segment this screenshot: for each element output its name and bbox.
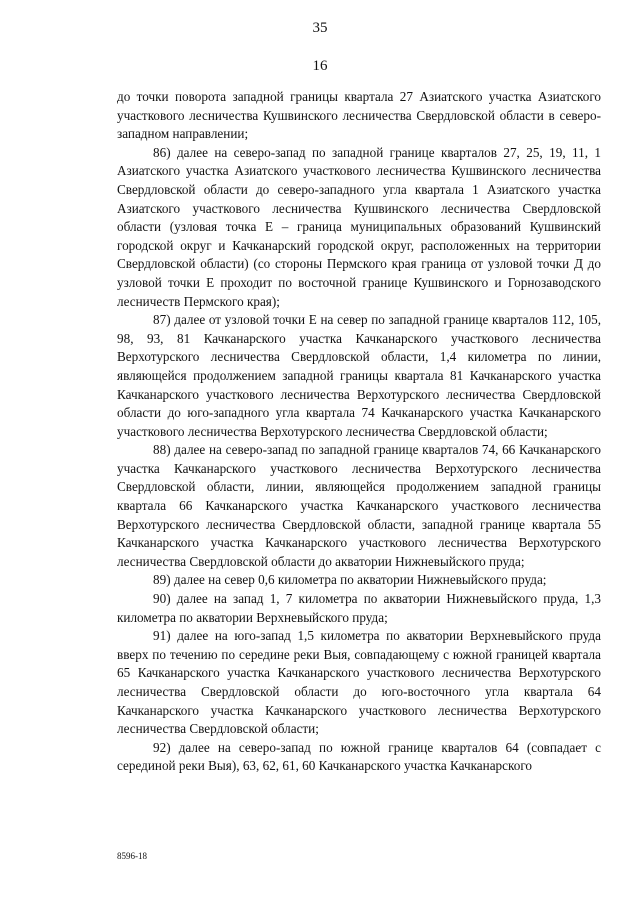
page-number-top: 35: [312, 20, 328, 36]
paragraph-continuation: до точки поворота западной границы квартала 27 Азиатского участка Азиатского участкового лесничества Кушвинского лесничества Свердловской области в северо-западном направлении;: [117, 89, 601, 142]
page-number-inner: 16: [312, 58, 328, 74]
document-body: [117, 88, 601, 776]
paragraph-item-91: 91) далее на юго-запад 1,5 километра по акватории Верхневыйского пруда вверх по течению по середине реки Выя, совпадающему с южной границей квартала 65 Качканарского участка Качканарского участкового лесничества Верхотурского лесничества Свердловской области до юго-восточного угла квартала 64 Качканарского участка Качканарского участкового лесничества Верхотурского лесничества Свердловской области;: [117, 628, 601, 737]
paragraph-item-92: 92) далее на северо-запад по южной границе кварталов 64 (совпадает с серединой реки Выя), 63, 62, 61, 60 Качканарского участка Качканарского: [117, 739, 601, 774]
paragraph-item-90: 90) далее на запад 1, 7 километра по акватории Нижневыйского пруда, 1,3 километра по акватории Верхневыйского пруда;: [117, 591, 601, 625]
document-code: 8596-18: [117, 851, 147, 861]
paragraph-item-86: 86) далее на северо-запад по западной границе кварталов 27, 25, 19, 11, 1 Азиатского участка Азиатского участкового лесничества Кушвинского лесничества Свердловской области до северо-западного угла квартала 1 Азиатского участка Азиатского участкового лесничества Кушвинского лесничества Свердловской области (узловая точка Е – граница муниципальных образований Кушвинский городской округ и Качканарский городской округ, расположенных на территории Свердловской области) (со стороны Пермского края граница от узловой точки Д до узловой точки Е проходит по восточной границе Кушвинского и Горнозаводского лесничеств Пермского края);: [117, 144, 601, 309]
paragraph-item-87: 87) далее от узловой точки Е на север по западной границе кварталов 112, 105, 98, 93, 81 Качканарского участка Качканарского участкового лесничества Верхотурского лесничества Свердловской области, 1,4 километра по линии, являющейся продолжением западной границы квартала 81 Качканарского участка Качканарского участкового лесничества Верхотурского лесничества Свердловской области до юго-западного угла квартала 74 Качканарского участка Качканарского участкового лесничества Верхотурского лесничества Свердловской области;: [117, 312, 601, 439]
paragraph-item-88: 88) далее на северо-запад по западной границе кварталов 74, 66 Качканарского участка Качканарского участкового лесничества Верхотурского лесничества Свердловской области, линии, являющейся продолжением западной границы квартала 66 Качканарского участка Качканарского участкового лесничества Верхотурского лесничества Свердловской области, западной границе квартала 55 Качканарского участка Качканарского участкового лесничества Верхотурского лесничества Свердловской области до акватории Нижневыйского пруда;: [117, 442, 601, 569]
paragraph-item-89: 89) далее на север 0,6 километра по акватории Нижневыйского пруда;: [153, 572, 547, 588]
